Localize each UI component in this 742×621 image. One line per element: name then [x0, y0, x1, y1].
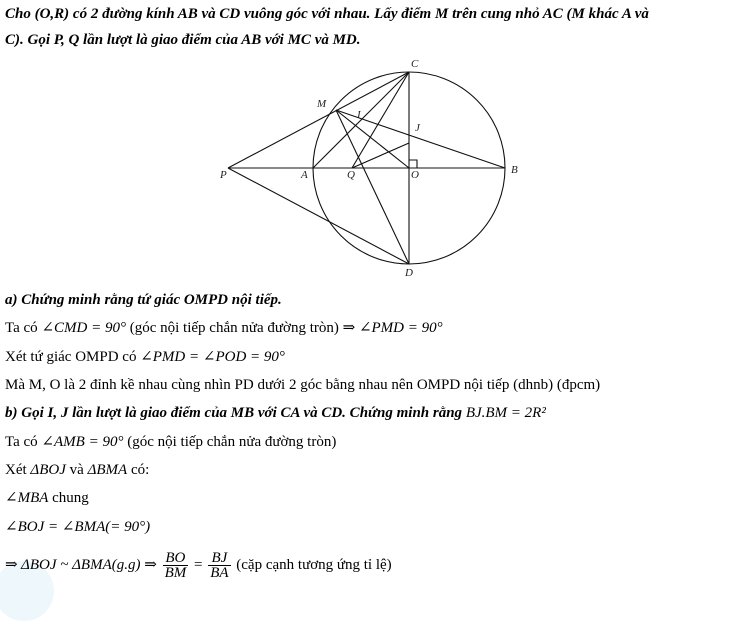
label-a: A	[301, 169, 308, 181]
text: có:	[127, 462, 150, 478]
right-angle-mark	[409, 160, 417, 168]
geometry-figure	[210, 52, 530, 284]
label-q: Q	[347, 169, 355, 181]
label-m: M	[317, 98, 327, 110]
math: ∠BOJ = ∠BMA(= 90°)	[5, 519, 151, 535]
math: BJ.BM = 2R²	[465, 405, 546, 421]
denominator: BM	[164, 565, 187, 582]
part-b-line-3	[5, 489, 89, 507]
part-b-line-1	[5, 433, 336, 451]
part-a-line-1	[5, 319, 443, 337]
label-b: B	[511, 164, 518, 176]
geometry-svg	[210, 52, 530, 284]
text: chung	[48, 490, 89, 506]
math: ∠CMD = 90°	[41, 320, 126, 336]
line-mb	[336, 110, 505, 168]
math: ⇒ ΔBOJ ~ ΔBMA(g.g) ⇒	[5, 557, 161, 573]
math: ∠AMB = 90°	[41, 434, 124, 450]
part-b-line-5	[5, 550, 392, 580]
line-pc	[228, 72, 409, 168]
text: Xét	[5, 462, 31, 478]
part-b-line-4	[5, 518, 150, 536]
equals: =	[190, 557, 207, 573]
math: ∠MBA	[5, 490, 49, 506]
text: Ta có	[5, 434, 42, 450]
part-a-line-2	[5, 348, 285, 366]
fraction-bo-bm	[163, 551, 189, 580]
label-o: O	[411, 169, 419, 181]
problem-line-1: Cho (O,R) có 2 đường kính AB và CD vuông góc với nhau. Lấy điểm M trên cung nhỏ AC (M khác A và	[5, 6, 649, 22]
text: (cặp cạnh tương ứng tỉ lệ)	[232, 557, 392, 573]
text: (góc nội tiếp chắn nửa đường tròn) ⇒	[125, 320, 359, 336]
heading-text: b) Gọi I, J lần lượt là giao điểm của MB với CA và CD. Chứng minh rằng	[5, 405, 466, 421]
label-p: P	[220, 169, 227, 181]
part-a-line-3: Mà M, O là 2 đỉnh kề nhau cùng nhìn PD dưới 2 góc bằng nhau nên OMPD nội tiếp (dhnb) (đpcm)	[5, 377, 601, 393]
part-b-line-2	[5, 461, 149, 479]
problem-line-2: C). Gọi P, Q lần lượt là giao điểm của AB với MC và MD.	[5, 32, 361, 48]
label-d: D	[405, 267, 413, 279]
numerator: BO	[163, 551, 189, 566]
math: ΔBMA	[87, 462, 128, 478]
label-j: J	[415, 122, 420, 134]
text: và	[65, 462, 88, 478]
part-a-heading: a) Chứng minh rằng tứ giác OMPD nội tiếp.	[5, 292, 282, 308]
text: Ta có	[5, 320, 42, 336]
text: Xét tứ giác OMPD có	[5, 349, 141, 365]
label-c: C	[411, 58, 419, 70]
part-b-heading	[5, 404, 546, 422]
line-qj	[352, 143, 409, 168]
denominator: BA	[210, 565, 229, 582]
math: ΔBOJ	[30, 462, 66, 478]
label-i: I	[357, 109, 361, 121]
math: ∠PMD = 90°	[358, 320, 443, 336]
line-pd	[228, 168, 409, 264]
text: (góc nội tiếp chắn nửa đường tròn)	[123, 434, 337, 450]
fraction-bj-ba	[208, 551, 230, 580]
numerator: BJ	[208, 551, 230, 566]
math: ∠PMD = ∠POD = 90°	[140, 349, 285, 365]
